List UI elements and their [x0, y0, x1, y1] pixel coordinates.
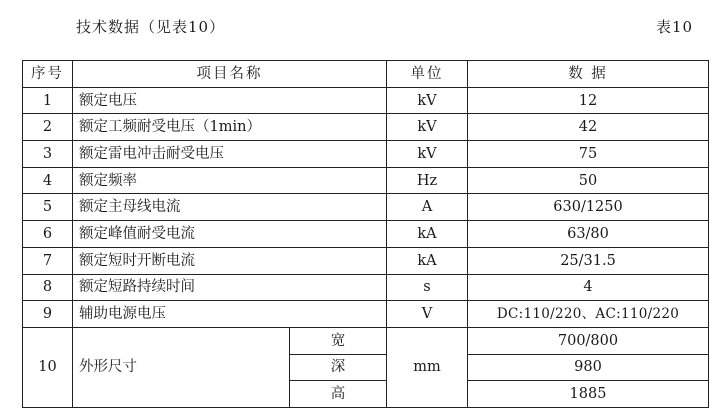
row-no: 6	[23, 221, 73, 248]
row-no: 2	[23, 114, 73, 141]
row-item: 额定短时开断电流	[73, 247, 387, 274]
row-no: 9	[23, 301, 73, 328]
row-item: 额定工频耐受电压（1min）	[73, 114, 387, 141]
header-no: 序号	[23, 61, 73, 88]
row-value: 25/31.5	[468, 247, 709, 274]
row-unit: kV	[387, 87, 468, 114]
table-number: 表10	[656, 18, 694, 36]
table-row	[23, 194, 709, 221]
table-row	[23, 167, 709, 194]
row-item: 外形尺寸	[73, 327, 290, 407]
table-caption: 技术数据（见表10）	[76, 18, 226, 36]
row-value: DC:110/220、AC:110/220	[468, 301, 709, 328]
table-row	[23, 87, 709, 114]
dimension-label-height: 高	[290, 381, 387, 408]
header-value: 数 据	[468, 61, 709, 88]
technical-data-table	[22, 60, 709, 408]
table-row	[23, 247, 709, 274]
table-row	[23, 274, 709, 301]
row-item: 额定短路持续时间	[73, 274, 387, 301]
row-item: 辅助电源电压	[73, 301, 387, 328]
dimension-value-height: 1885	[468, 381, 709, 408]
row-value: 75	[468, 141, 709, 168]
row-unit: kV	[387, 114, 468, 141]
row-item: 额定电压	[73, 87, 387, 114]
row-item: 额定雷电冲击耐受电压	[73, 141, 387, 168]
row-no: 3	[23, 141, 73, 168]
dimension-label-depth: 深	[290, 354, 387, 381]
row-value: 630/1250	[468, 194, 709, 221]
dimension-label-width: 宽	[290, 327, 387, 354]
row-unit: mm	[387, 327, 468, 407]
row-value: 4	[468, 274, 709, 301]
row-no: 10	[23, 327, 73, 407]
row-value: 50	[468, 167, 709, 194]
row-unit: Hz	[387, 167, 468, 194]
row-item: 额定峰值耐受电流	[73, 221, 387, 248]
row-no: 5	[23, 194, 73, 221]
table-header-row	[23, 61, 709, 88]
header-item: 项目名称	[73, 61, 387, 88]
row-unit: s	[387, 274, 468, 301]
table-row	[23, 141, 709, 168]
table-row	[23, 114, 709, 141]
row-value: 12	[468, 87, 709, 114]
row-item: 额定主母线电流	[73, 194, 387, 221]
row-no: 7	[23, 247, 73, 274]
row-no: 8	[23, 274, 73, 301]
header-unit: 单位	[387, 61, 468, 88]
row-unit: kV	[387, 141, 468, 168]
table-row	[23, 301, 709, 328]
row-no: 1	[23, 87, 73, 114]
row-value: 63/80	[468, 221, 709, 248]
row-no: 4	[23, 167, 73, 194]
row-item: 额定频率	[73, 167, 387, 194]
row-unit: A	[387, 194, 468, 221]
dimension-value-depth: 980	[468, 354, 709, 381]
row-unit: V	[387, 301, 468, 328]
row-value: 42	[468, 114, 709, 141]
row-unit: kA	[387, 247, 468, 274]
table-row	[23, 221, 709, 248]
table-row-dimensions	[23, 327, 709, 354]
row-unit: kA	[387, 221, 468, 248]
dimension-value-width: 700/800	[468, 327, 709, 354]
